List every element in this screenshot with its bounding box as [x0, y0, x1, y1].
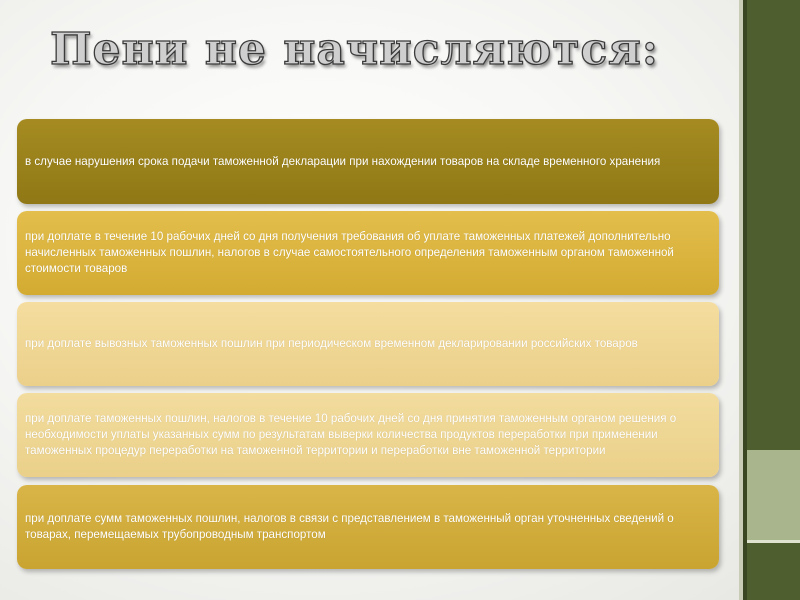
- right-decorative-bar: [739, 0, 800, 600]
- sidebar-accent-edge: [747, 540, 800, 543]
- list-item: [17, 211, 719, 295]
- list-item-text: в случае нарушения срока подачи таможенной декларации при нахождении товаров на складе временного хранения: [25, 154, 661, 168]
- list-item: [17, 485, 719, 569]
- list-item: [17, 119, 719, 204]
- sidebar-accent-block: [747, 450, 800, 540]
- list-item-text: при доплате в течение 10 рабочих дней со дня получения требования об уплате таможенных платежей дополнительно начисленных таможенных пошлин, налогов в случае самостоятельного определения таможенным органом таможенной стоимости товаров: [25, 230, 674, 275]
- list-item-text: при доплате сумм таможенных пошлин, налогов в связи с представлением в таможенный орган уточненных сведений о товарах, перемещаемых трубопроводным транспортом: [25, 512, 674, 541]
- list-item-text: при доплате таможенных пошлин, налогов в течение 10 рабочих дней со дня принятия таможенным органом решения о необходимости уплаты указанных сумм по результатам выверки количества продуктов переработки при применении таможенных процедур переработки на таможенной территории и переработки вне таможенной территории: [25, 412, 677, 457]
- slide-title: Пени не начисляются:: [50, 24, 660, 75]
- list-item-text: при доплате вывозных таможенных пошлин при периодическом временном декларировании российских товаров: [25, 337, 638, 350]
- list-item: [17, 393, 719, 477]
- list-item: [17, 302, 719, 386]
